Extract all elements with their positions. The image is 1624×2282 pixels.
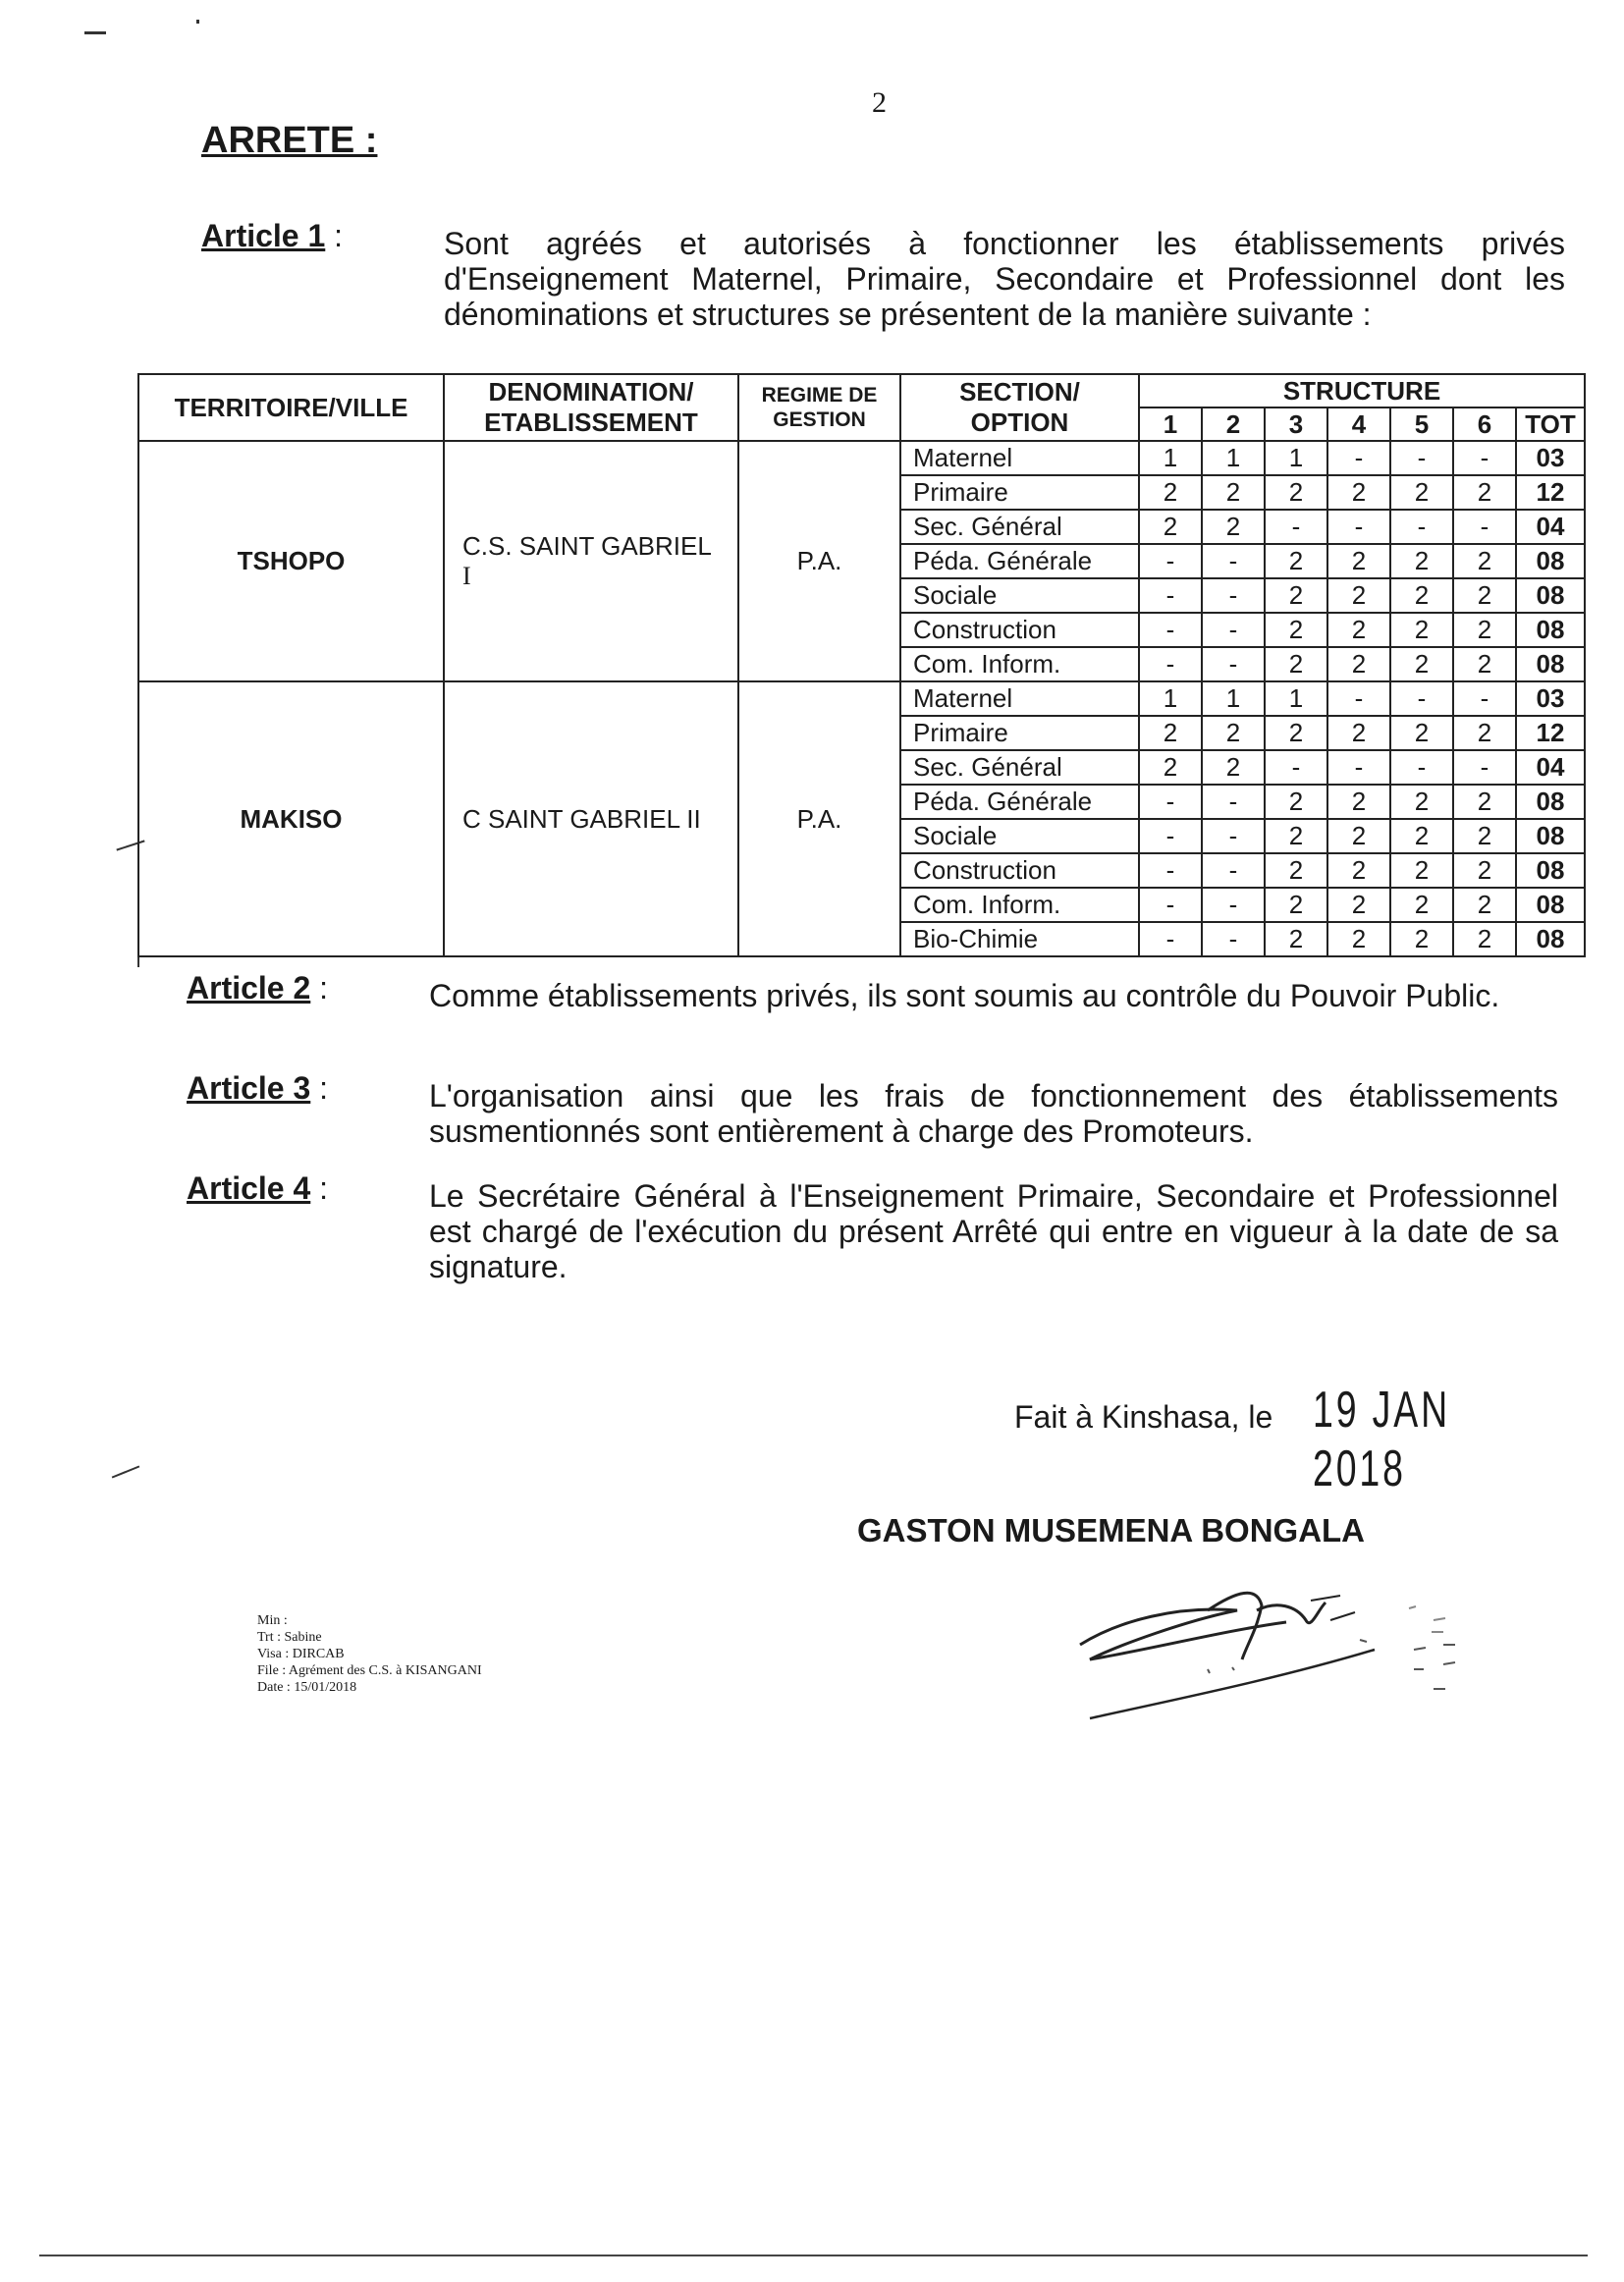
total-cell: 12 [1516,475,1585,510]
header-col-1: 1 [1139,408,1202,441]
article-1-label: Article 1 : [201,218,344,253]
structure-cell-2: - [1202,819,1265,853]
header-section: SECTION/ OPTION [900,374,1139,441]
structure-cell-1: - [1139,819,1202,853]
structure-cell-3: - [1265,750,1327,785]
structure-cell-3: 1 [1265,441,1327,475]
territoire-cell: TSHOPO [138,441,444,681]
structure-cell-1: 2 [1139,750,1202,785]
structure-cell-5: 2 [1390,475,1453,510]
total-cell: 08 [1516,578,1585,613]
article-3-text: L'organisation ainsi que les frais de fonctionnement des établissements susmentionnés sont entièrement à charge des Promoteurs. [429,1078,1558,1149]
structure-cell-1: 2 [1139,475,1202,510]
article-2-label: Article 2 : [187,970,329,1005]
option-cell: Sociale [900,578,1139,613]
option-cell: Péda. Générale [900,785,1139,819]
territoire-cell: MAKISO [138,681,444,956]
ref-file: File : Agrément des C.S. à KISANGANI [257,1663,482,1678]
option-cell: Primaire [900,716,1139,750]
structure-cell-2: - [1202,647,1265,681]
total-cell: 08 [1516,544,1585,578]
structure-table [137,373,1586,957]
structure-cell-5: - [1390,681,1453,716]
structure-cell-3: 2 [1265,819,1327,853]
structure-cell-2: 2 [1202,510,1265,544]
structure-cell-6: 2 [1453,922,1516,956]
structure-cell-4: 2 [1327,544,1390,578]
structure-cell-5: 2 [1390,716,1453,750]
structure-cell-3: 2 [1265,853,1327,888]
total-cell: 08 [1516,819,1585,853]
structure-cell-3: 2 [1265,475,1327,510]
structure-cell-5: 2 [1390,578,1453,613]
structure-cell-1: - [1139,544,1202,578]
structure-cell-6: - [1453,510,1516,544]
denomination-line: C SAINT GABRIEL II [462,803,701,834]
structure-cell-4: 2 [1327,853,1390,888]
structure-cell-5: 2 [1390,613,1453,647]
bottom-rule [39,2255,1588,2256]
scan-mark [112,1465,140,1478]
structure-cell-4: - [1327,750,1390,785]
structure-cell-6: 2 [1453,647,1516,681]
header-territoire: TERRITOIRE/VILLE [138,374,444,441]
header-regime: REGIME DE GESTION [738,374,900,441]
regime-cell: P.A. [738,681,900,956]
structure-cell-3: 2 [1265,613,1327,647]
structure-cell-5: 2 [1390,785,1453,819]
structure-cell-4: 2 [1327,716,1390,750]
total-cell: 08 [1516,613,1585,647]
structure-cell-2: - [1202,578,1265,613]
structure-cell-5: - [1390,441,1453,475]
denomination-cell [444,441,738,681]
structure-cell-4: 2 [1327,888,1390,922]
total-cell: 08 [1516,785,1585,819]
structure-cell-1: 2 [1139,510,1202,544]
total-cell: 04 [1516,510,1585,544]
regime-cell: P.A. [738,441,900,681]
structure-cell-1: - [1139,647,1202,681]
structure-cell-5: 2 [1390,647,1453,681]
structure-cell-6: 2 [1453,785,1516,819]
article-1-text: Sont agréés et autorisés à fonctionner les établissements privés d'Enseignement Maternel, Primaire, Secondaire et Professionnel dont les dénominations et structures se présentent de la manière suivante : [444,226,1565,332]
arrete-heading: ARRETE : [201,120,378,161]
structure-cell-3: 1 [1265,681,1327,716]
ref-visa: Visa : DIRCAB [257,1647,345,1661]
structure-cell-6: - [1453,750,1516,785]
total-cell: 08 [1516,922,1585,956]
structure-cell-1: - [1139,922,1202,956]
article-4-text: Le Secrétaire Général à l'Enseignement Primaire, Secondaire et Professionnel est chargé de l'exécution du présent Arrêté qui entre en vigueur à la date de sa signature. [429,1178,1558,1284]
total-cell: 03 [1516,441,1585,475]
structure-cell-4: 2 [1327,578,1390,613]
header-col-2: 2 [1202,408,1265,441]
header-col-tot: TOT [1516,408,1585,441]
structure-cell-5: 2 [1390,888,1453,922]
structure-cell-2: 1 [1202,441,1265,475]
handwritten-signature [1060,1551,1492,1728]
total-cell: 08 [1516,647,1585,681]
structure-cell-1: - [1139,613,1202,647]
structure-cell-1: - [1139,578,1202,613]
total-cell: 08 [1516,853,1585,888]
structure-cell-4: 2 [1327,785,1390,819]
structure-cell-5: - [1390,750,1453,785]
option-cell: Construction [900,853,1139,888]
structure-cell-1: - [1139,853,1202,888]
option-cell: Sec. Général [900,510,1139,544]
structure-cell-2: 2 [1202,716,1265,750]
structure-cell-6: 2 [1453,716,1516,750]
structure-cell-6: 2 [1453,578,1516,613]
structure-cell-6: 2 [1453,613,1516,647]
table-row [138,441,1585,475]
option-cell: Construction [900,613,1139,647]
structure-cell-4: 2 [1327,647,1390,681]
option-cell: Com. Inform. [900,647,1139,681]
option-cell: Sociale [900,819,1139,853]
structure-cell-2: 1 [1202,681,1265,716]
structure-cell-2: 2 [1202,750,1265,785]
structure-cell-1: - [1139,785,1202,819]
structure-cell-1: - [1139,888,1202,922]
header-col-6: 6 [1453,408,1516,441]
signatory-name: GASTON MUSEMENA BONGALA [857,1512,1366,1548]
scan-mark [84,31,106,34]
structure-cell-3: 2 [1265,647,1327,681]
article-3-label: Article 3 : [187,1070,329,1106]
structure-cell-2: - [1202,922,1265,956]
structure-cell-3: 2 [1265,578,1327,613]
structure-cell-3: 2 [1265,785,1327,819]
structure-cell-6: 2 [1453,475,1516,510]
total-cell: 12 [1516,716,1585,750]
structure-cell-3: 2 [1265,888,1327,922]
article-4-label: Article 4 : [187,1170,329,1206]
header-denomination: DENOMINATION/ ETABLISSEMENT [444,374,738,441]
header-structure: STRUCTURE [1139,374,1585,408]
structure-cell-6: 2 [1453,819,1516,853]
structure-cell-2: - [1202,785,1265,819]
option-cell: Maternel [900,681,1139,716]
header-col-3: 3 [1265,408,1327,441]
structure-cell-4: 2 [1327,613,1390,647]
ref-min: Min : [257,1613,288,1628]
structure-cell-2: - [1202,613,1265,647]
reference-block [257,1612,482,1696]
structure-cell-5: - [1390,510,1453,544]
option-cell: Péda. Générale [900,544,1139,578]
structure-cell-3: 2 [1265,544,1327,578]
structure-cell-3: - [1265,510,1327,544]
ref-trt: Trt : Sabine [257,1630,322,1645]
structure-cell-1: 1 [1139,441,1202,475]
structure-cell-1: 1 [1139,681,1202,716]
structure-cell-4: 2 [1327,475,1390,510]
total-cell: 04 [1516,750,1585,785]
structure-cell-5: 2 [1390,544,1453,578]
option-cell: Bio-Chimie [900,922,1139,956]
structure-cell-4: 2 [1327,819,1390,853]
option-cell: Primaire [900,475,1139,510]
option-cell: Com. Inform. [900,888,1139,922]
option-cell: Sec. Général [900,750,1139,785]
structure-cell-6: 2 [1453,853,1516,888]
structure-cell-4: - [1327,441,1390,475]
denomination-cell [444,681,738,956]
total-cell: 08 [1516,888,1585,922]
structure-cell-2: - [1202,853,1265,888]
table-row [138,681,1585,716]
structure-cell-2: - [1202,544,1265,578]
structure-cell-3: 2 [1265,716,1327,750]
denomination-line: I [462,562,471,590]
header-col-5: 5 [1390,408,1453,441]
option-cell: Maternel [900,441,1139,475]
structure-cell-4: 2 [1327,922,1390,956]
header-col-4: 4 [1327,408,1390,441]
structure-cell-4: - [1327,510,1390,544]
place-date-label: Fait à Kinshasa, le [1014,1399,1273,1435]
structure-cell-5: 2 [1390,853,1453,888]
denomination-line: C.S. SAINT GABRIEL [462,531,712,561]
date-stamp: 19 JAN 2018 [1313,1382,1451,1497]
structure-cell-5: 2 [1390,922,1453,956]
scan-mark [196,20,199,24]
structure-cell-5: 2 [1390,819,1453,853]
structure-cell-4: - [1327,681,1390,716]
structure-cell-2: - [1202,888,1265,922]
structure-cell-6: 2 [1453,888,1516,922]
structure-cell-3: 2 [1265,922,1327,956]
article-2-text: Comme établissements privés, ils sont soumis au contrôle du Pouvoir Public. [429,978,1500,1013]
structure-cell-6: 2 [1453,544,1516,578]
structure-cell-2: 2 [1202,475,1265,510]
structure-cell-6: - [1453,681,1516,716]
page-number: 2 [872,86,887,119]
ref-date: Date : 15/01/2018 [257,1680,357,1695]
structure-cell-1: 2 [1139,716,1202,750]
structure-cell-6: - [1453,441,1516,475]
total-cell: 03 [1516,681,1585,716]
